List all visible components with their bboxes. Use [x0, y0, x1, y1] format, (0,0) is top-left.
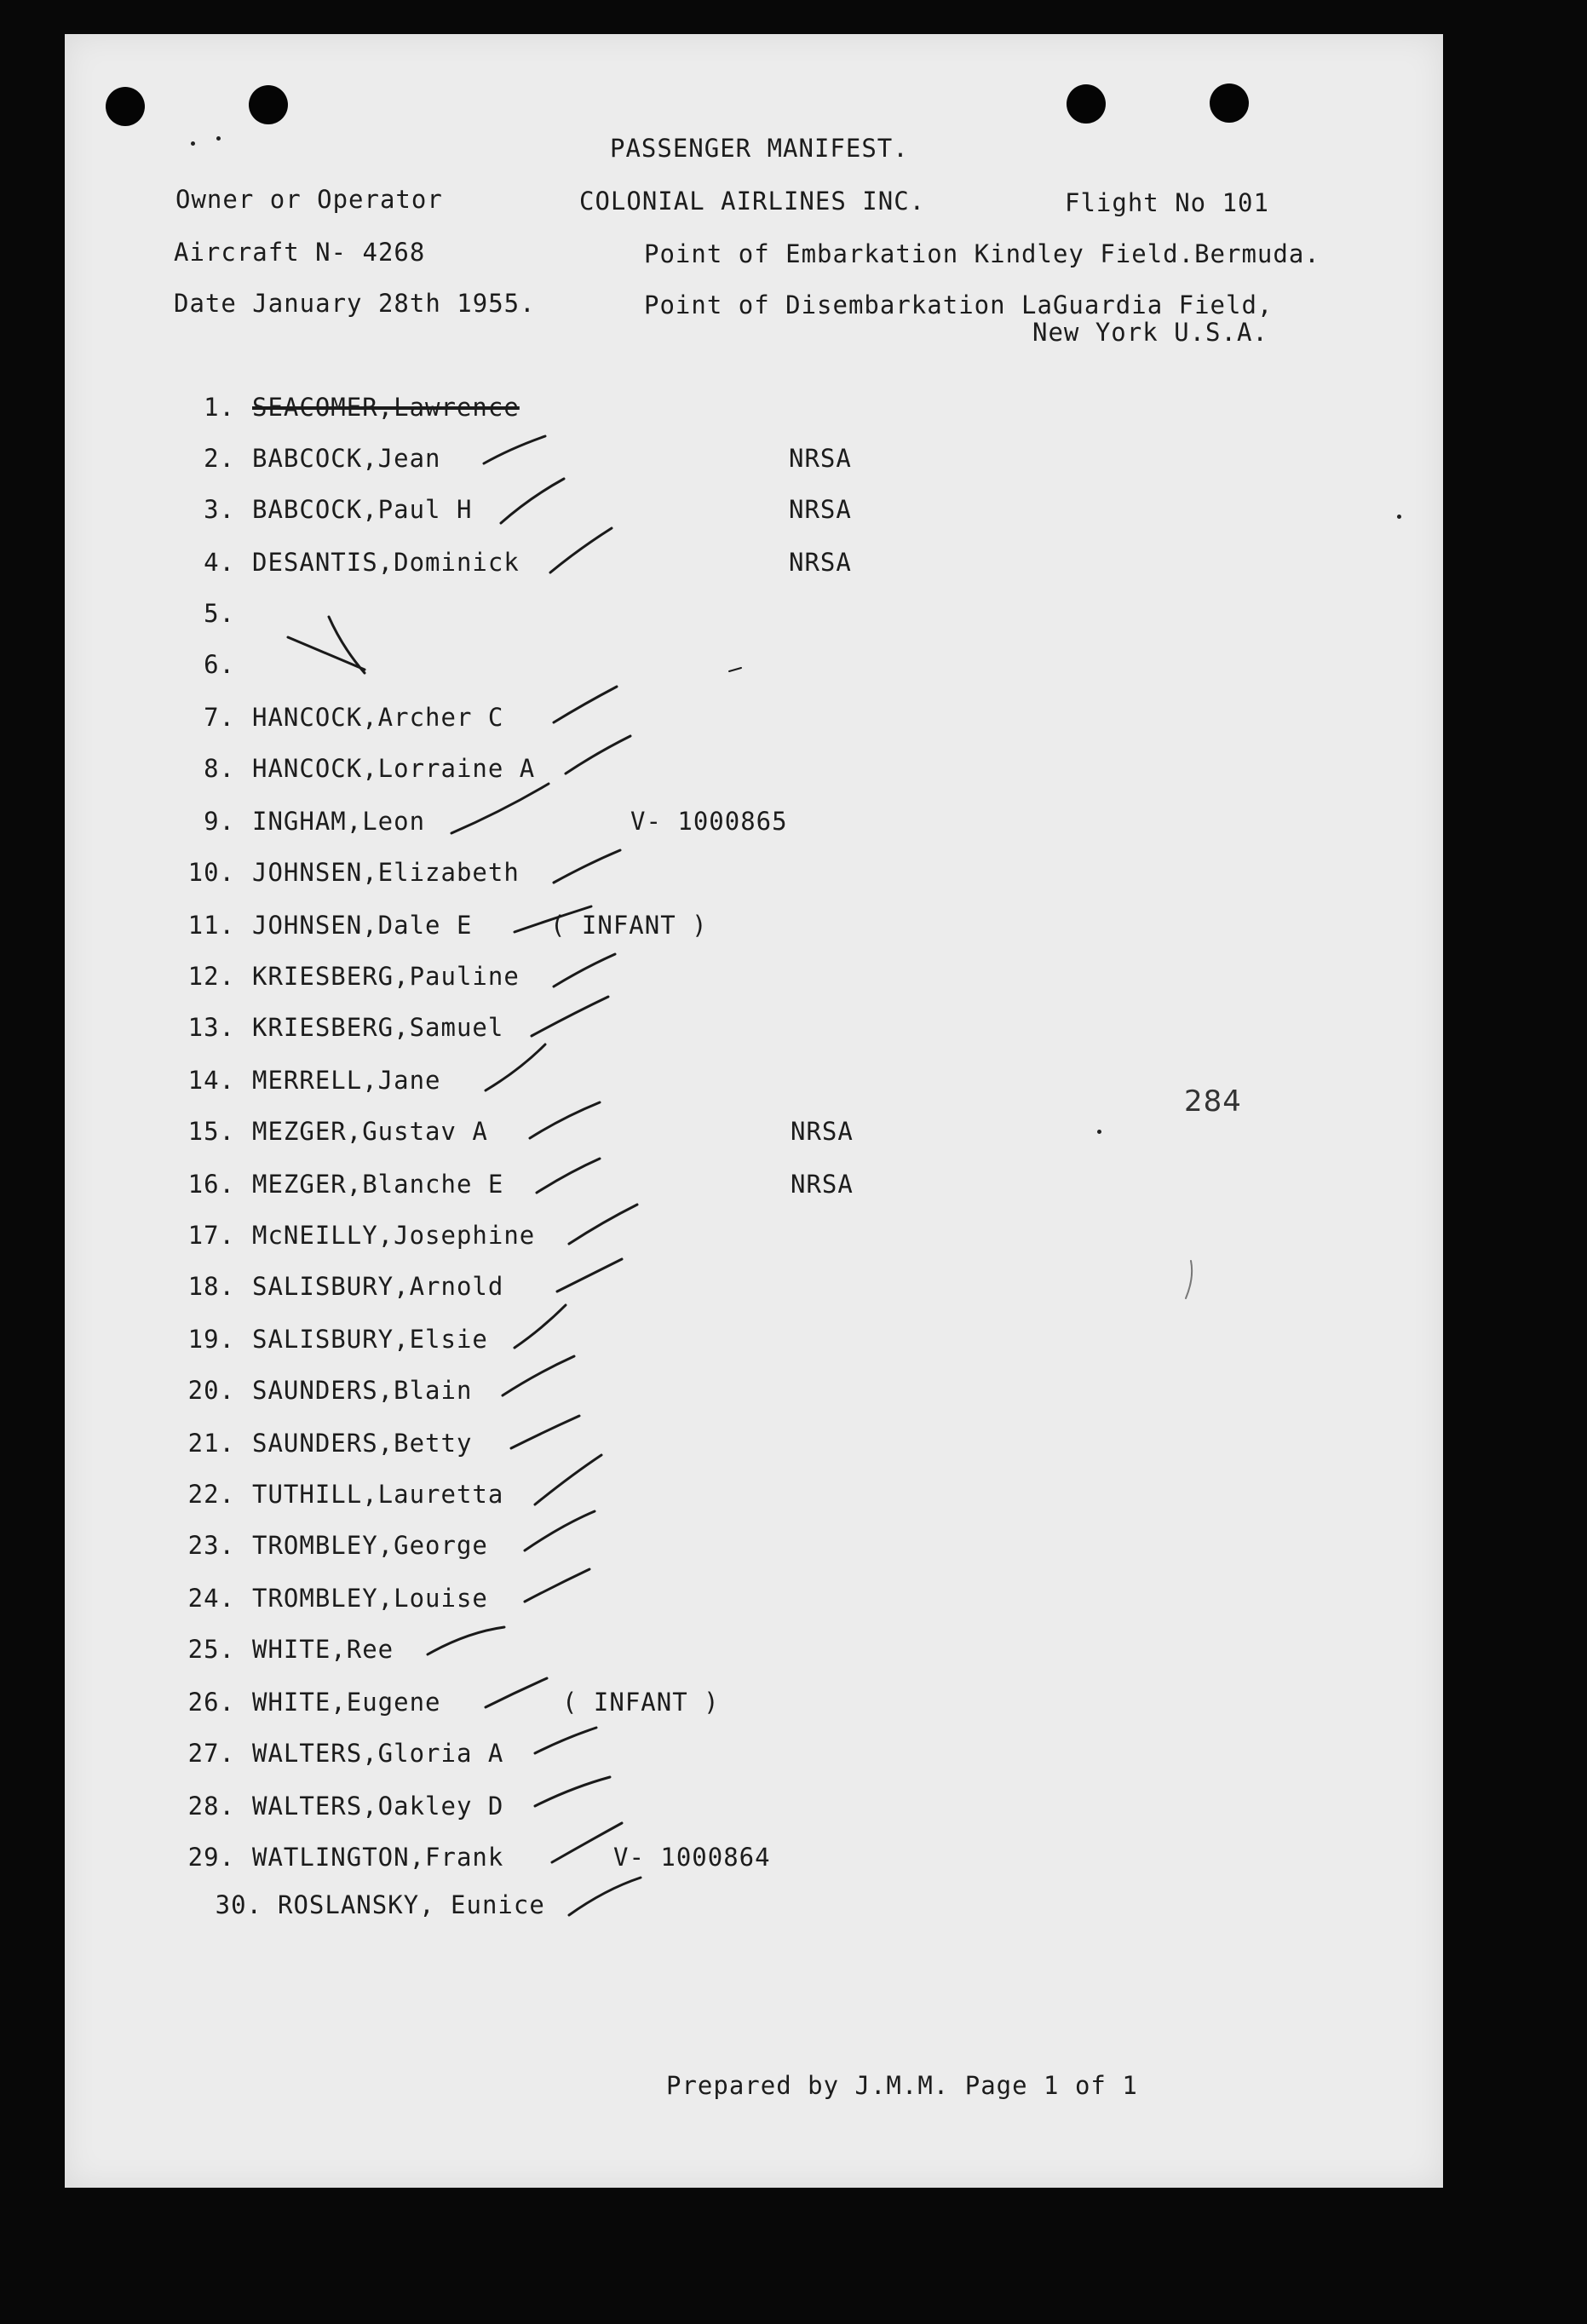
passenger-number: 18. — [187, 1272, 235, 1301]
manifest-title: PASSENGER MANIFEST. — [610, 134, 909, 163]
passenger-name: WALTERS,Oakley D — [252, 1792, 504, 1821]
passenger-name: DESANTIS,Dominick — [252, 548, 520, 577]
owner-name: COLONIAL AIRLINES INC. — [579, 187, 926, 216]
passenger-number: 22. — [187, 1480, 235, 1509]
passenger-name: KRIESBERG,Samuel — [252, 1013, 504, 1042]
passenger-note: NRSA — [789, 548, 852, 577]
passenger-name: McNEILLY,Josephine — [252, 1221, 536, 1250]
passenger-note: NRSA — [791, 1117, 854, 1146]
passenger-name: JOHNSEN,Elizabeth — [252, 858, 520, 887]
passenger-name: HANCOCK,Lorraine A — [252, 754, 536, 783]
passenger-number: 6. — [204, 650, 235, 679]
flight-number: Flight No 101 — [1065, 188, 1269, 217]
passenger-note: ( INFANT ) — [550, 911, 708, 940]
ink-dot — [1397, 515, 1401, 519]
passenger-number: 14. — [187, 1066, 235, 1095]
passenger-number: 23. — [187, 1531, 235, 1560]
owner-label: Owner or Operator — [175, 185, 443, 214]
passenger-name: TROMBLEY,Louise — [252, 1584, 488, 1613]
passenger-number: 12. — [187, 962, 235, 991]
passenger-number: 30. — [215, 1890, 262, 1919]
passenger-note: NRSA — [789, 495, 852, 524]
passenger-name: TROMBLEY,George — [252, 1531, 488, 1560]
passenger-number: 27. — [187, 1739, 235, 1768]
passenger-name: WALTERS,Gloria A — [252, 1739, 504, 1768]
passenger-number: 24. — [187, 1584, 235, 1613]
passenger-number: 3. — [204, 495, 235, 524]
passenger-note: NRSA — [791, 1170, 854, 1199]
punch-hole — [1210, 83, 1249, 123]
flight-date: Date January 28th 1955. — [174, 289, 536, 318]
passenger-number: 26. — [187, 1688, 235, 1717]
punch-hole — [106, 87, 145, 126]
passenger-name: SALISBURY,Elsie — [252, 1325, 488, 1354]
passenger-name: TUTHILL,Lauretta — [252, 1480, 504, 1509]
passenger-number: 1. — [204, 393, 235, 422]
punch-hole — [1067, 84, 1106, 124]
passenger-number: 5. — [204, 599, 235, 628]
passenger-number: 4. — [204, 548, 235, 577]
passenger-note: NRSA — [789, 444, 852, 473]
passenger-number: 8. — [204, 754, 235, 783]
passenger-number: 20. — [187, 1376, 235, 1405]
passenger-name: MERRELL,Jane — [252, 1066, 441, 1095]
passenger-number: 16. — [187, 1170, 235, 1199]
passenger-name: SALISBURY,Arnold — [252, 1272, 504, 1301]
passenger-number: 29. — [187, 1843, 235, 1872]
passenger-number: 17. — [187, 1221, 235, 1250]
passenger-number: 11. — [187, 911, 235, 940]
passenger-name: SAUNDERS,Betty — [252, 1429, 473, 1458]
disembarkation-point: Point of Disembarkation LaGuardia Field, — [644, 290, 1274, 319]
passenger-number: 21. — [187, 1429, 235, 1458]
passenger-name: INGHAM,Leon — [252, 807, 426, 836]
ink-dot — [216, 136, 221, 141]
passenger-name: MEZGER,Gustav A — [252, 1117, 488, 1146]
embarkation-point: Point of Embarkation Kindley Field.Bermuda. — [644, 239, 1320, 268]
passenger-name: BABCOCK,Paul H — [252, 495, 473, 524]
disembarkation-city: New York U.S.A. — [1032, 318, 1268, 347]
ink-dot — [191, 141, 195, 146]
passenger-number: 9. — [204, 807, 235, 836]
passenger-number: 10. — [187, 858, 235, 887]
passenger-name: WATLINGTON,Frank — [252, 1843, 504, 1872]
aircraft-number: Aircraft N- 4268 — [174, 238, 426, 267]
passenger-note: V- 1000865 — [630, 807, 788, 836]
passenger-name: SAUNDERS,Blain — [252, 1376, 473, 1405]
footer: Prepared by J.M.M. Page 1 of 1 — [666, 2071, 1138, 2100]
punch-hole — [249, 85, 288, 124]
passenger-number: 13. — [187, 1013, 235, 1042]
passenger-note: V- 1000864 — [613, 1843, 771, 1872]
passenger-number: 2. — [204, 444, 235, 473]
passenger-number: 7. — [204, 703, 235, 732]
passenger-number: 28. — [187, 1792, 235, 1821]
passenger-name: JOHNSEN,Dale E — [252, 911, 473, 940]
passenger-name: ROSLANSKY, Eunice — [278, 1890, 545, 1919]
passenger-name: MEZGER,Blanche E — [252, 1170, 504, 1199]
passenger-name: WHITE,Eugene — [252, 1688, 441, 1717]
passenger-number: 25. — [187, 1635, 235, 1664]
margin-note: 284 — [1184, 1084, 1242, 1119]
passenger-number: 19. — [187, 1325, 235, 1354]
passenger-name: BABCOCK,Jean — [252, 444, 441, 473]
passenger-name: SEACOMER,Lawrence — [252, 393, 520, 422]
passenger-number: 15. — [187, 1117, 235, 1146]
passenger-name: KRIESBERG,Pauline — [252, 962, 520, 991]
passenger-name: HANCOCK,Archer C — [252, 703, 504, 732]
passenger-note: ( INFANT ) — [562, 1688, 720, 1717]
passenger-name: WHITE,Ree — [252, 1635, 394, 1664]
ink-dot — [1097, 1130, 1101, 1134]
